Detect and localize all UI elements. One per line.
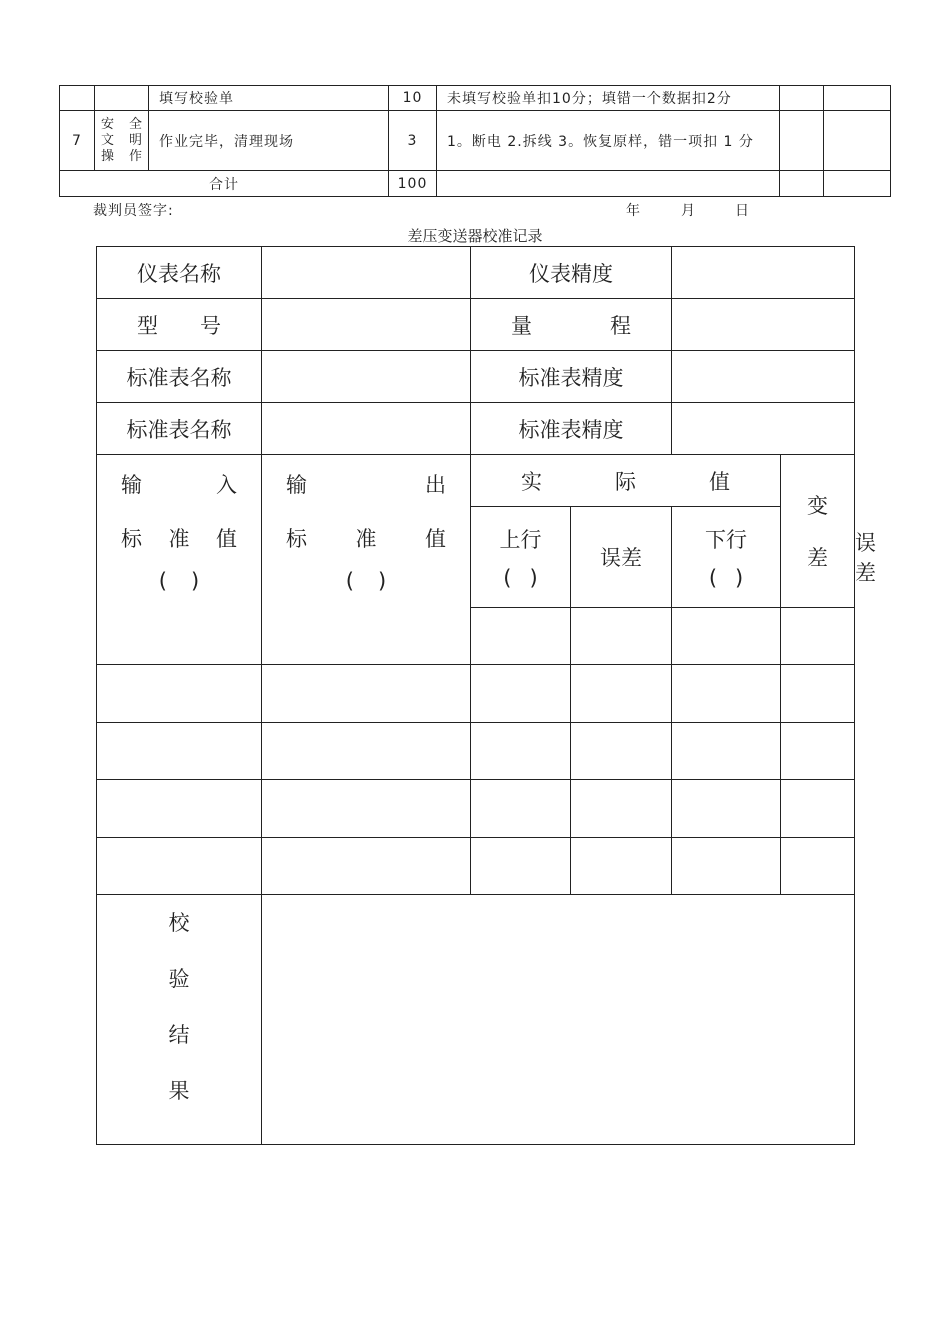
value-standard-accuracy: [672, 351, 855, 403]
table-row-fill-form: [60, 86, 891, 111]
data-row: [97, 723, 855, 780]
value-instrument-name: [262, 247, 471, 299]
row-header-1: [97, 455, 855, 507]
cell-downward-error: [781, 608, 855, 665]
criteria-cleanup: 1。断电 2.拆线 3。恢复原样，错一项扣 1 分: [437, 111, 780, 171]
data-row: [97, 780, 855, 838]
cell-empty: [780, 111, 824, 171]
cell-empty: [60, 86, 95, 111]
header-downward: 下行 ( ): [672, 507, 781, 608]
cell-downward-error: [781, 723, 855, 780]
cell-output: [262, 780, 471, 838]
cell-upward-error: [571, 780, 672, 838]
cell-empty: [824, 111, 891, 171]
table-row-safety: [60, 111, 891, 171]
row-header-2: 上行 ( ) 误差 下行 ( ) 误差: [97, 507, 855, 608]
cell-empty: [780, 171, 824, 197]
row-number: 7: [60, 111, 95, 171]
cell-downward-error: [781, 780, 855, 838]
value-standard-accuracy: [672, 403, 855, 455]
record-title: 差压变送器校准记录: [407, 227, 543, 245]
label-range: 量 程: [471, 299, 672, 351]
label-instrument-name: 仪表名称: [97, 247, 262, 299]
row-standard-1: [97, 351, 855, 403]
cell-output: [262, 723, 471, 780]
label-standard-name: 标准表名称: [97, 351, 262, 403]
cell-empty: [437, 171, 780, 197]
table-row-total: [60, 171, 891, 197]
label-instrument-accuracy: 仪表精度: [471, 247, 672, 299]
cell-input: [97, 780, 262, 838]
criteria-fill-form: 未填写校验单扣10分；填错一个数据扣2分: [437, 86, 780, 111]
label-standard-accuracy: 标准表精度: [471, 403, 672, 455]
cell-upward: [471, 608, 571, 665]
cell-downward: [672, 723, 781, 780]
value-result: [262, 895, 855, 1145]
judge-signature-label: 裁判员签字:: [93, 203, 174, 219]
cell-empty: [824, 86, 891, 111]
score-table: [59, 85, 891, 197]
cell-downward: [672, 838, 781, 895]
header-upward: 上行 ( ): [471, 507, 571, 608]
value-standard-name: [262, 403, 471, 455]
cell-empty: [824, 171, 891, 197]
data-row: [97, 838, 855, 895]
label-standard-name: 标准表名称: [97, 403, 262, 455]
cell-downward: [672, 780, 781, 838]
cell-upward: [471, 723, 571, 780]
label-model: 型 号: [97, 299, 262, 351]
cell-upward: [471, 665, 571, 723]
cell-upward: [471, 838, 571, 895]
cell-output: [262, 665, 471, 723]
date-day: 日: [735, 203, 749, 219]
total-label: 合计: [60, 171, 389, 197]
cell-upward: [471, 780, 571, 838]
label-result: 校 验 结 果: [97, 895, 262, 1145]
header-input-standard: 输 入 标 准 值 ( ): [97, 455, 262, 665]
points-cleanup: 3: [389, 111, 437, 171]
row-model: [97, 299, 855, 351]
header-variation: 变 差: [781, 455, 855, 608]
header-upward-error: 误差: [571, 507, 672, 608]
cell-upward-error: [571, 665, 672, 723]
cell-input: [97, 838, 262, 895]
cell-downward-error: [781, 838, 855, 895]
header-output-standard: 输 出 标 准 值 ( ): [262, 455, 471, 665]
cell-downward-error: [781, 665, 855, 723]
date-month: 月: [681, 203, 695, 219]
cell-input: [97, 665, 262, 723]
item-fill-form: 填写校验单: [149, 86, 389, 111]
data-row: [97, 665, 855, 723]
category-safety: 安 全 文 明 操 作: [95, 111, 149, 171]
row-standard-2: [97, 403, 855, 455]
cell-empty: [780, 86, 824, 111]
value-instrument-accuracy: [672, 247, 855, 299]
cell-input: [97, 723, 262, 780]
cell-empty: [95, 86, 149, 111]
cell-downward: [672, 665, 781, 723]
row-result: [97, 895, 855, 1145]
label-standard-accuracy: 标准表精度: [471, 351, 672, 403]
points-fill-form: 10: [389, 86, 437, 111]
item-cleanup: 作业完毕，清理现场: [149, 111, 389, 171]
date-year: 年: [626, 203, 640, 219]
cell-upward-error: [571, 838, 672, 895]
row-instrument: [97, 247, 855, 299]
cell-output: [262, 838, 471, 895]
value-standard-name: [262, 351, 471, 403]
total-points: 100: [389, 171, 437, 197]
cell-upward-error: [571, 723, 672, 780]
cell-upward-error: [571, 608, 672, 665]
header-actual-value: 实 际 值: [471, 455, 781, 507]
calibration-record-table: [96, 246, 877, 1145]
value-range: [672, 299, 855, 351]
cell-downward: [672, 608, 781, 665]
value-model: [262, 299, 471, 351]
